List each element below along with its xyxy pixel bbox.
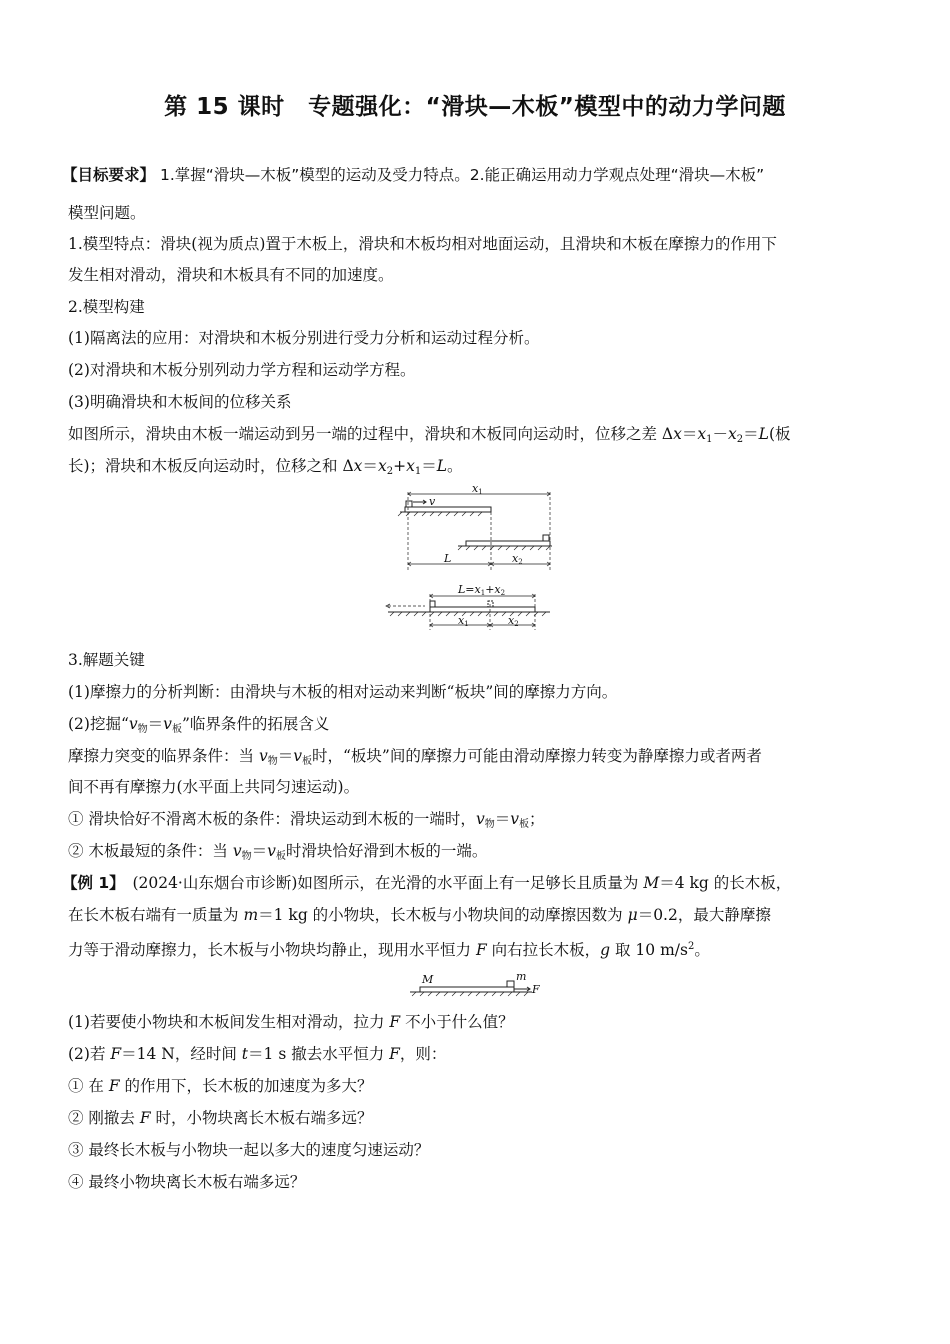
p2-desc-2: 长)；滑块和木板反向运动时，位移之和 $\Delta x=x_2+x_1=L$。 [68, 457, 463, 477]
example-tag: 【例 1】 [62, 874, 117, 892]
label-x2-bottom: x2 [508, 614, 519, 628]
block-top [406, 501, 412, 507]
label-L: L [444, 552, 452, 565]
label-x1-top: x1 [472, 484, 483, 496]
label-m: m [516, 970, 527, 983]
goal-line-1 [62, 164, 764, 186]
p2-item-1: (1)隔离法的应用：对滑块和木板分别进行受力分析和运动过程分析。 [68, 329, 540, 347]
question-1: (1)若要使小物块和木板间发生相对滑动，拉力 F 不小于什么值？ [68, 1013, 514, 1031]
goal-tag: 【目标要求】 [62, 166, 156, 184]
example-line-1: 【例 1】 (2024·山东烟台市诊断)如图所示，在光滑的水平面上有一足够长且质量为 M＝4 kg 的长木板， [62, 874, 792, 892]
board-bottom [430, 607, 535, 612]
label-x1-bottom: x1 [458, 614, 469, 628]
label-x2-mid: x2 [512, 552, 523, 566]
slider-board-diagram [380, 484, 580, 634]
p3-condition-2: ② 木板最短的条件：当 $v_物=v_板$时滑块恰好滑到木板的一端。 [68, 842, 488, 862]
p2-item-3: (3)明确滑块和木板间的位移关系 [68, 393, 292, 411]
goal-text-1: 1.掌握“滑块—木板”模型的运动及受力特点。2.能正确运用动力学观点处理“滑块—木板” [159, 166, 765, 184]
board-top [405, 507, 491, 512]
label-v: v [429, 495, 436, 508]
p1-line-2: 发生相对滑动，滑块和木板具有不同的加速度。 [68, 266, 394, 284]
question-2: (2)若 F＝14 N，经时间 t＝1 s 撤去水平恒力 F，则： [68, 1045, 447, 1063]
sub-question-4: ④ 最终小物块离长木板右端多远？ [68, 1173, 306, 1191]
small-block [507, 981, 514, 987]
label-M: M [422, 973, 434, 986]
p3-item-1: (1)摩擦力的分析判断：由滑块与木板的相对运动来判断“板块”间的摩擦力方向。 [68, 683, 618, 701]
label-L-eq: L=x1+x2 [458, 583, 506, 597]
p2-heading: 2.模型构建 [68, 298, 145, 316]
page-title: 第 15 课时 专题强化：“滑块—木板”模型中的动力学问题 [164, 94, 786, 120]
sub-question-3: ③ 最终长木板与小物块一起以多大的速度匀速运动？ [68, 1141, 430, 1159]
long-board [420, 987, 514, 992]
sub-question-2: ② 刚撤去 F 时，小物块离长木板右端多远？ [68, 1109, 373, 1127]
block-bottom-ghost [488, 601, 493, 607]
block-bottom-left [430, 601, 435, 607]
board-middle [466, 541, 550, 546]
p3-heading: 3.解题关键 [68, 651, 145, 669]
p3-condition-1: ① 滑块恰好不滑离木板的条件：滑块运动到木板的一端时，$v_物=v_板$； [68, 810, 545, 830]
sub-question-1: ① 在 F 的作用下，长木板的加速度为多大？ [68, 1077, 373, 1095]
p1-line-1: 1.模型特点：滑块(视为质点)置于木板上，滑块和木板均相对地面运动，且滑块和木板在摩擦力的作用下 [68, 235, 777, 253]
p2-item-2: (2)对滑块和木板分别列动力学方程和运动学方程。 [68, 361, 416, 379]
block-middle [543, 535, 549, 541]
label-F: F [532, 983, 540, 996]
example-diagram [408, 968, 548, 1000]
p3-critical-2: 间不再有摩擦力(水平面上共同匀速运动)。 [68, 778, 360, 796]
p3-critical-1: 摩擦力突变的临界条件：当 $v_物=v_板$时，“板块”间的摩擦力可能由滑动摩擦力转变为静摩擦力或者两者 [68, 747, 762, 767]
example-line-3: 力等于滑动摩擦力，长木板与小物块均静止，现用水平恒力 F 向右拉长木板，g 取 10 $m/s^2$。 [68, 941, 710, 959]
goal-text-2: 模型问题。 [68, 204, 146, 222]
p3-item-2: (2)挖掘“$v_物=v_板$”临界条件的拓展含义 [68, 715, 330, 735]
p2-desc-1: 如图所示，滑块由木板一端运动到另一端的过程中，滑块和木板同向运动时，位移之差 $\Delta x=x_1-x_2=L$(板 [68, 425, 791, 445]
example-line-2: 在长木板右端有一质量为 m＝1 kg 的小物块，长木板与小物块间的动摩擦因数为 μ＝0.2，最大静摩擦 [68, 906, 771, 924]
